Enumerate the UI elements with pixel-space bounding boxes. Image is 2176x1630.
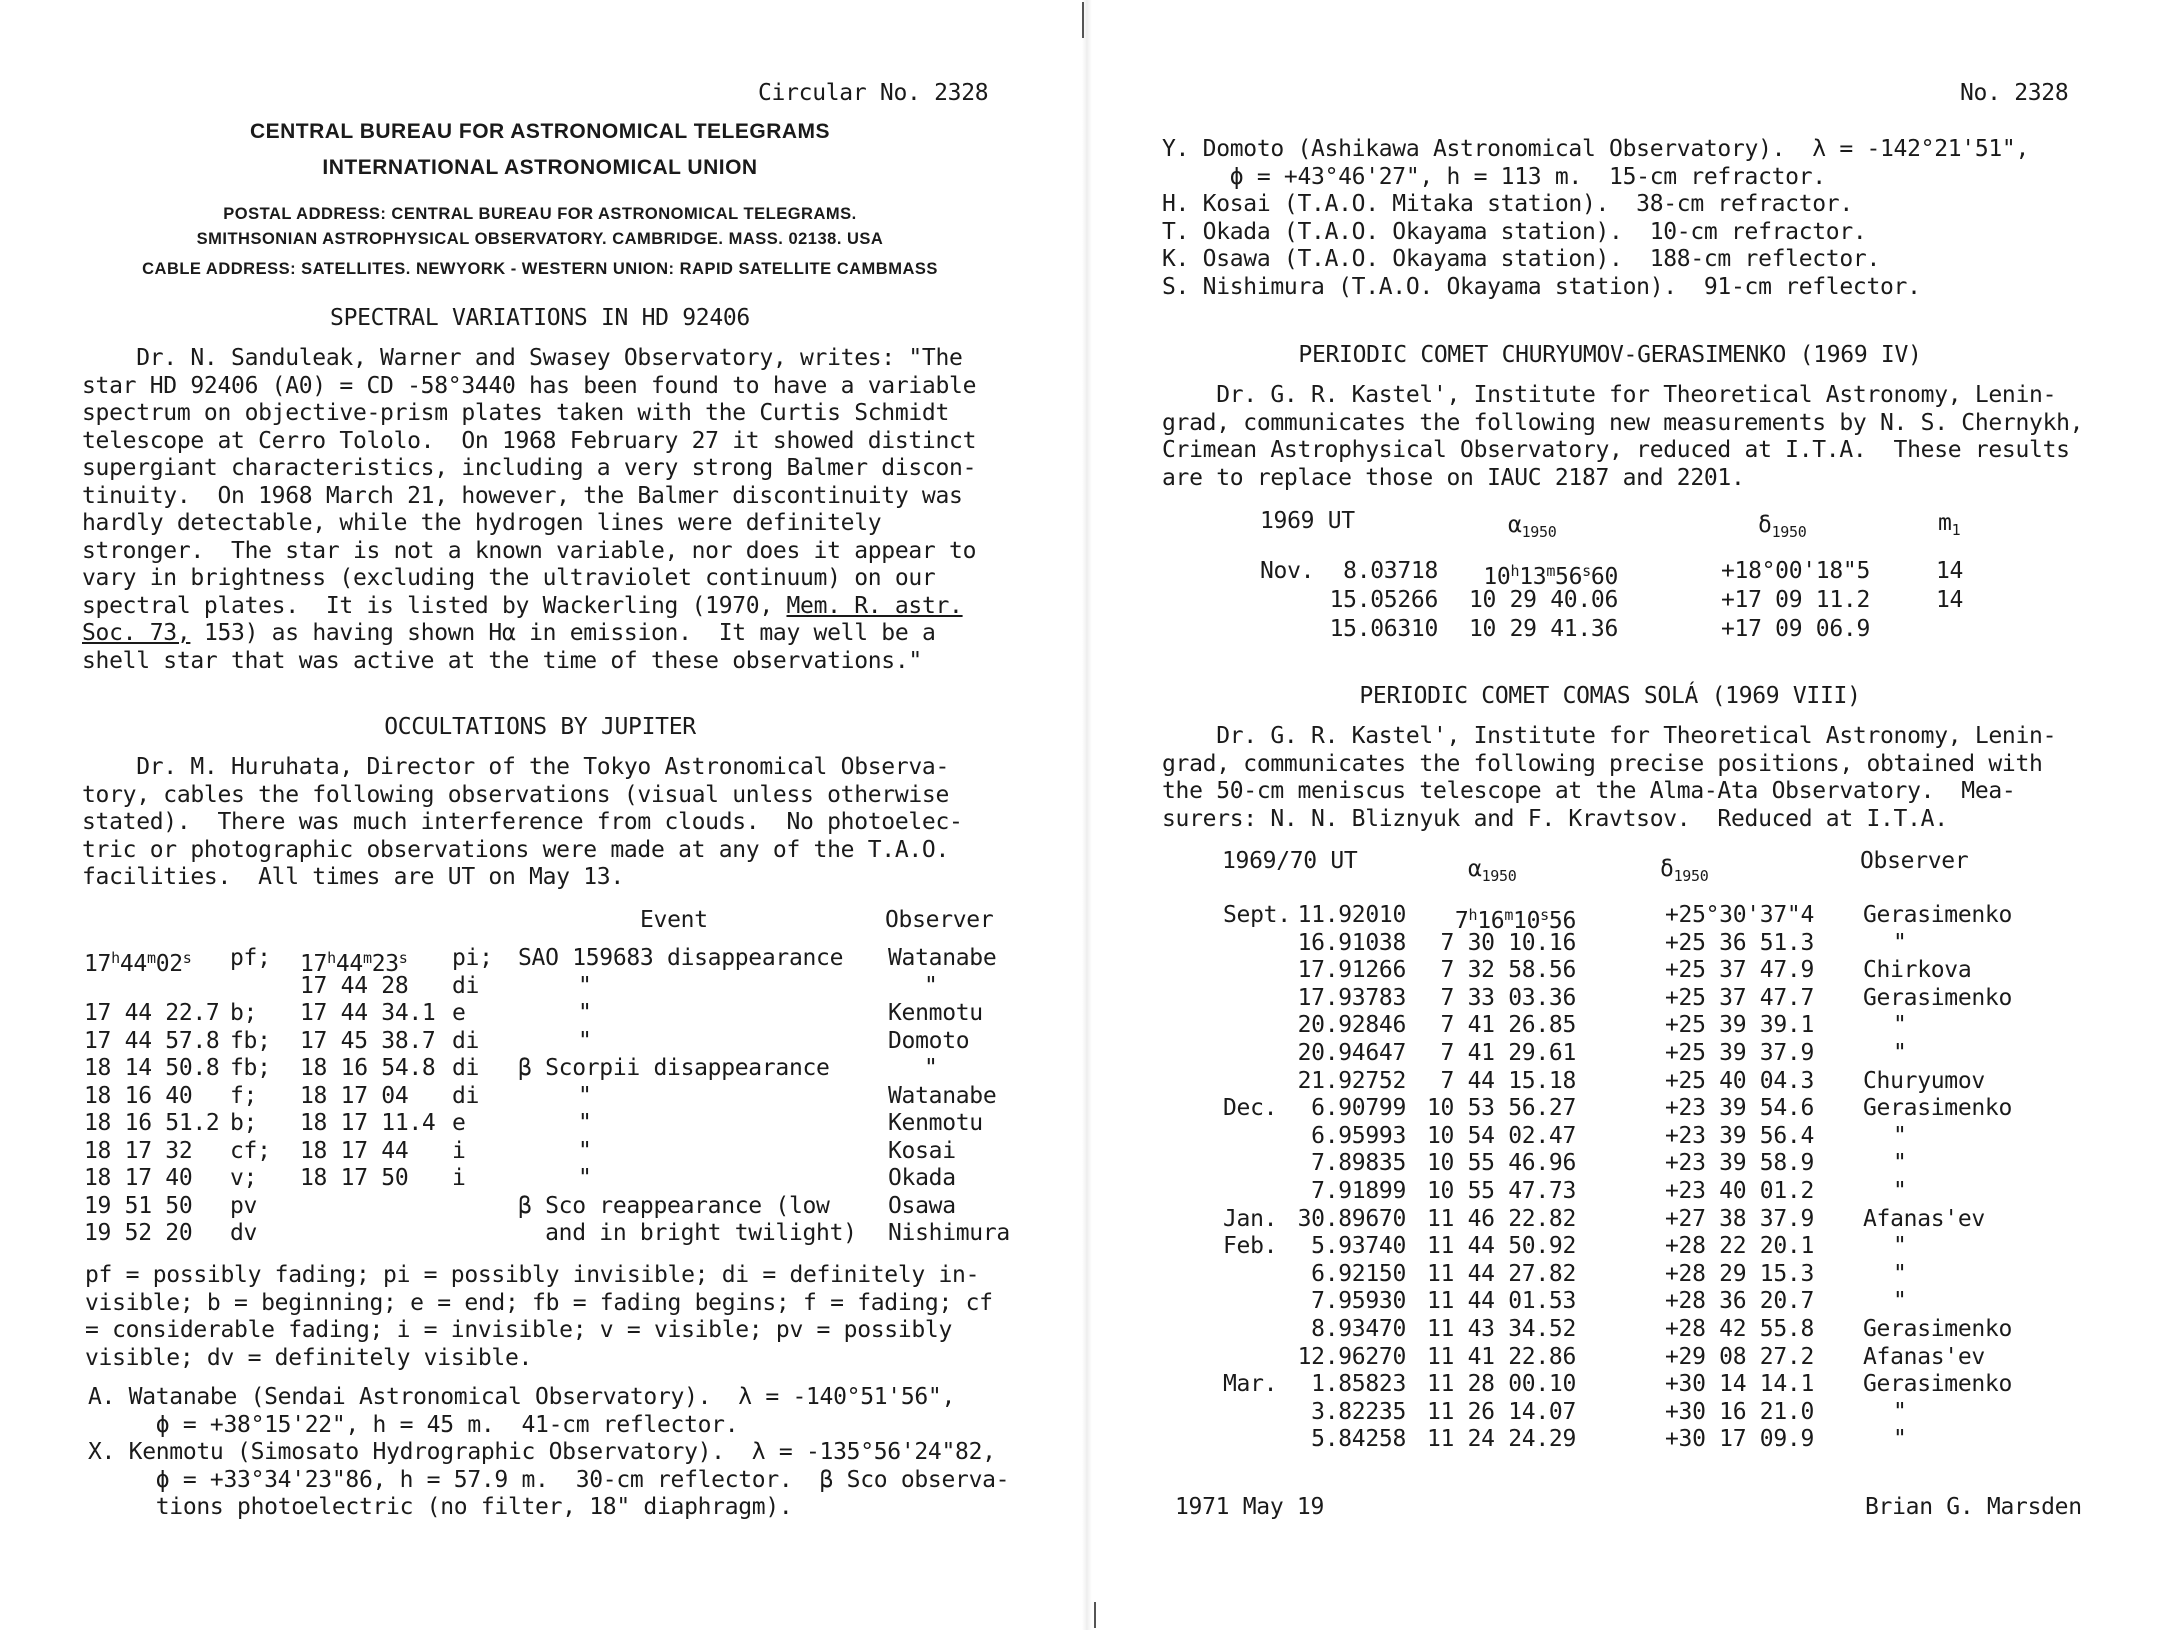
t1-header-mag: $m_1$	[1938, 510, 1961, 539]
paragraph-line: vary in brightness (excluding the ultraviolet continuum) on our	[82, 565, 936, 591]
comas-sola-paragraph	[1162, 723, 2056, 833]
unit-s: s	[398, 949, 408, 967]
observer-line: S. Nishimura (T.A.O. Okayama station). 91-cm reflector.	[1162, 273, 1921, 300]
occ-phase-end: di	[452, 1082, 480, 1109]
occ-phase-start: f;	[230, 1082, 258, 1109]
unit-s: s	[182, 949, 192, 967]
unit-m: m	[362, 949, 372, 967]
section-title-occultations: OCCULTATIONS BY JUPITER	[384, 714, 696, 740]
label-subscript: 1950	[1481, 867, 1517, 885]
label-subscript: 1	[1951, 521, 1961, 539]
paragraph-line: Dr. G. R. Kastel', Institute for Theoretical Astronomy, Lenin-	[1162, 382, 2057, 408]
t2-date: 6.90799	[1311, 1095, 1406, 1122]
t2-observer: "	[1893, 1426, 1907, 1453]
t2-ra: 7 32 58.56	[1440, 957, 1576, 984]
t2-dec: +25°30'37"4	[1664, 902, 1814, 928]
t2-ra: 11 41 22.86	[1426, 1343, 1576, 1370]
postal-address-1: POSTAL ADDRESS: CENTRAL BUREAU FOR ASTRONOMICAL TELEGRAMS.	[223, 205, 857, 223]
t2-observer: "	[1893, 1260, 1907, 1287]
paragraph-line: hardly detectable, while the hydrogen lines were definitely	[82, 510, 882, 536]
legend-line: = considerable fading; i = invisible; v = visible; pv = possibly	[85, 1317, 953, 1343]
occ-observer: Kenmotu	[888, 1000, 983, 1026]
t2-dec: +25 39 39.1	[1664, 1012, 1814, 1039]
t2-dec: +25 37 47.9	[1664, 957, 1814, 984]
occ-phase-end: i	[452, 1137, 466, 1164]
t2-observer: Gerasimenko	[1863, 984, 2013, 1011]
t2-dec: +30 14 14.1	[1664, 1371, 1814, 1398]
occ-phase-end: i	[452, 1165, 466, 1191]
occ-observer: Domoto	[888, 1027, 970, 1054]
occ-time-start: 18 14 50.8	[84, 1055, 220, 1081]
t1-month: Nov.	[1260, 558, 1315, 584]
occ-time-end: 18 17 44	[300, 1137, 409, 1164]
t2-date: 3.82235	[1311, 1398, 1406, 1425]
occ-time-end: 17 45 38.7	[300, 1027, 436, 1054]
paragraph-line: shell star that was active at the time of these observations."	[82, 647, 922, 674]
t2-dec: +30 17 09.9	[1664, 1426, 1814, 1453]
paragraph-line: spectrum on objective-prism plates taken with the Curtis Schmidt	[82, 400, 950, 426]
legend-line: visible; b = beginning; e = end; fb = fading begins; f = fading; cf	[85, 1289, 993, 1316]
t2-date: 5.84258	[1311, 1426, 1406, 1453]
t2-observer: Gerasimenko	[1863, 1095, 2013, 1122]
t2-ra: 10 55 46.96	[1426, 1150, 1576, 1177]
paragraph-line: the 50-cm meniscus telescope at the Alma-Ata Observatory. Mea-	[1162, 778, 2016, 804]
cable-address: CABLE ADDRESS: SATELLITES. NEWYORK - WESTERN UNION: RAPID SATELLITE CAMBMASS	[142, 260, 938, 278]
occ-phase-start: fb;	[230, 1055, 271, 1081]
paragraph-line: telescope at Cerro Tololo. On 1968 February 27 it showed distinct	[82, 427, 977, 454]
unit-h: h	[1510, 562, 1520, 580]
occ-event: "	[578, 972, 592, 999]
t1-dec: +17 09 11.2	[1720, 587, 1870, 613]
observer-list-left	[88, 1384, 1009, 1522]
occ-time-end: 18 17 04	[300, 1082, 409, 1109]
occ-header-observer: Observer	[885, 907, 994, 933]
observer-line: K. Osawa (T.A.O. Okayama station). 188-cm reflector.	[1162, 246, 1881, 272]
occ-event: "	[578, 1165, 592, 1191]
occ-phase-end: e	[452, 1110, 466, 1136]
occ-event: "	[578, 1110, 592, 1136]
t2-ra: 11 43 34.52	[1426, 1316, 1576, 1342]
occ-time-start: 18 16 51.2	[84, 1110, 220, 1136]
t2-observer: Gerasimenko	[1863, 902, 2013, 928]
paragraph-line: stated). There was much interference from clouds. No photoelec-	[82, 809, 963, 835]
t2-observer: "	[1893, 1150, 1907, 1177]
t2-observer: "	[1893, 1178, 1907, 1204]
observer-line: tions photoelectric (no filter, 18" diaphragm).	[88, 1494, 793, 1520]
occ-phase-start: pv	[230, 1192, 258, 1219]
paragraph-line: supergiant characteristics, including a very strong Balmer discon-	[82, 455, 977, 481]
occ-event: "	[578, 1082, 592, 1109]
t2-month: Dec.	[1223, 1095, 1278, 1122]
t1-dec: +17 09 06.9	[1720, 616, 1870, 642]
t2-date: 8.93470	[1311, 1316, 1406, 1342]
t2-observer: "	[1893, 1040, 1907, 1066]
paragraph-line: stronger. The star is not a known variable, nor does it appear to	[82, 537, 977, 564]
t2-ra: 11 24 24.29	[1426, 1426, 1576, 1453]
paragraph-line: Dr. G. R. Kastel', Institute for Theoretical Astronomy, Lenin-	[1162, 723, 2057, 749]
occ-observer: "	[924, 972, 938, 999]
t2-ra: 7 30 10.16	[1440, 929, 1576, 956]
t2-observer: "	[1893, 1233, 1907, 1260]
t2-month: Sept.	[1223, 902, 1291, 928]
t2-dec: +25 37 47.7	[1664, 984, 1814, 1011]
occultation-table	[0, 945, 1090, 1255]
t2-date: 20.94647	[1297, 1040, 1406, 1066]
occ-time-start: 17 44 57.8	[84, 1027, 220, 1054]
t2-date: 1.85823	[1311, 1371, 1406, 1398]
paragraph-line: Crimean Astrophysical Observatory, reduced at I.T.A. These results	[1162, 437, 2070, 463]
unit-h: h	[1468, 906, 1478, 924]
t2-observer: Chirkova	[1863, 957, 1972, 984]
t2-dec: +27 38 37.9	[1664, 1205, 1814, 1232]
t2-header-observer: Observer	[1860, 848, 1969, 874]
observer-list-right	[1162, 136, 2029, 301]
t2-header-ut: 1969/70 UT	[1222, 848, 1358, 874]
paragraph-line: tory, cables the following observations (visual unless otherwise	[82, 781, 950, 808]
t2-observer: Churyumov	[1863, 1067, 1985, 1094]
t2-dec: +30 16 21.0	[1664, 1398, 1814, 1425]
occ-time-start: 19 51 50	[84, 1192, 193, 1219]
occ-phase-end: di	[452, 1027, 480, 1054]
t2-observer: "	[1893, 929, 1907, 956]
t2-dec: +25 39 37.9	[1664, 1040, 1814, 1066]
paragraph-line: grad, communicates the following precise positions, obtained with	[1162, 750, 2043, 777]
unit-h: h	[111, 949, 120, 967]
t2-ra: 7 41 29.61	[1440, 1040, 1576, 1066]
unit-s: s	[1582, 562, 1591, 580]
t2-header-dec: $\delta_{1950}$	[1660, 856, 1709, 885]
t2-date: 7.95930	[1311, 1288, 1406, 1315]
t2-ra: 11 44 01.53	[1426, 1288, 1576, 1315]
t2-date: 21.92752	[1297, 1067, 1406, 1094]
churyumov-table	[1090, 558, 2176, 648]
occ-phase-start: fb;	[230, 1027, 271, 1054]
occ-phase-end: e	[452, 1000, 466, 1026]
occ-time-end: 17$^h$44$^m$23$^s$	[300, 949, 408, 977]
journal-reference: Mem. R. astr.	[786, 592, 963, 619]
t2-observer: "	[1893, 1288, 1907, 1315]
t1-mag: 14	[1936, 587, 1964, 613]
paragraph-line: surers: N. N. Bliznyuk and F. Kravtsov. Reduced at I.T.A.	[1162, 805, 1948, 832]
occultations-paragraph	[82, 754, 963, 892]
t2-ra: 11 44 50.92	[1426, 1233, 1576, 1260]
occ-phase-start: cf;	[230, 1137, 271, 1164]
observer-line: Y. Domoto (Ashikawa Astronomical Observatory). λ = -142°21'51",	[1162, 136, 2030, 162]
occ-time-start: 17 44 22.7	[84, 1000, 220, 1026]
t2-ra: 10 55 47.73	[1426, 1178, 1576, 1204]
t2-observer: Afanas'ev	[1863, 1343, 1985, 1370]
label-subscript: 1950	[1673, 867, 1709, 885]
occ-phase-end: di	[452, 1055, 480, 1081]
t2-dec: +23 39 58.9	[1664, 1150, 1814, 1177]
t2-dec: +28 29 15.3	[1664, 1260, 1814, 1287]
occ-phase-start: v;	[230, 1165, 258, 1191]
t2-dec: +25 40 04.3	[1664, 1067, 1814, 1094]
occ-event: "	[578, 1137, 592, 1164]
t2-date: 17.93783	[1297, 984, 1406, 1011]
t2-month: Feb.	[1223, 1233, 1278, 1260]
t2-observer: "	[1893, 1122, 1907, 1149]
occ-time-end: 17 44 28	[300, 972, 409, 999]
unit-h: h	[327, 949, 336, 967]
occ-time-end: 18 16 54.8	[300, 1055, 436, 1081]
occ-phase-start: b;	[230, 1000, 258, 1026]
t2-ra: 11 44 27.82	[1426, 1260, 1576, 1287]
circular-number: Circular No. 2328	[758, 80, 989, 106]
observer-line: ϕ = +33°34'23"86, h = 57.9 m. 30-cm reflector. β Sco observa-	[88, 1466, 1010, 1493]
unit-m: m	[1504, 906, 1514, 924]
paragraph-line: Soc. 73, 153) as having shown Hα in emission. It may well be a	[82, 620, 936, 646]
occ-phase-start: dv	[230, 1220, 258, 1246]
t2-dec: +25 36 51.3	[1664, 929, 1814, 956]
page-number: No. 2328	[1960, 80, 2069, 106]
t2-date: 7.91899	[1311, 1178, 1406, 1204]
paragraph-line: are to replace those on IAUC 2187 and 2201.	[1162, 464, 1745, 491]
t2-dec: +28 22 20.1	[1664, 1233, 1814, 1260]
section-title-churyumov: PERIODIC COMET CHURYUMOV-GERASIMENKO (1969 IV)	[1298, 342, 1922, 368]
occ-time-start: 18 16 40	[84, 1082, 193, 1109]
t2-ra: 10 53 56.27	[1426, 1095, 1576, 1122]
t2-ra: 7 44 15.18	[1440, 1067, 1576, 1094]
t2-date: 5.93740	[1311, 1233, 1406, 1260]
t2-ra: 11 28 00.10	[1426, 1371, 1576, 1398]
t2-date: 11.92010	[1297, 902, 1406, 928]
t2-dec: +28 42 55.8	[1664, 1316, 1814, 1342]
occ-observer: Watanabe	[888, 945, 997, 971]
section-title-comas-sola: PERIODIC COMET COMAS SOLÁ (1969 VIII)	[1359, 683, 1861, 709]
section-title-spectral: SPECTRAL VARIATIONS IN HD 92406	[330, 305, 750, 331]
occ-time-start: 17$^h$44$^m$02$^s$	[84, 949, 192, 977]
occ-event: β Scorpii disappearance	[518, 1055, 830, 1081]
occ-header-event: Event	[640, 907, 708, 933]
t2-date: 20.92846	[1297, 1012, 1406, 1039]
paragraph-line: tric or photographic observations were made at any of the T.A.O.	[82, 836, 950, 863]
t2-dec: +23 39 54.6	[1664, 1095, 1814, 1122]
occ-event: SAO 159683 disappearance	[518, 945, 844, 971]
observer-line: T. Okada (T.A.O. Okayama station). 10-cm refractor.	[1162, 218, 1867, 245]
occ-observer: Watanabe	[888, 1082, 997, 1109]
t2-date: 16.91038	[1297, 929, 1406, 956]
legend-line: visible; dv = definitely visible.	[85, 1344, 533, 1371]
abbreviation-legend	[85, 1262, 993, 1372]
t1-date: 15.06310	[1329, 616, 1438, 642]
paragraph-line: star HD 92406 (A0) = CD -58°3440 has been found to have a variable	[82, 372, 977, 399]
observer-line: ϕ = +43°46'27", h = 113 m. 15-cm refractor.	[1162, 163, 1826, 190]
occ-event: "	[578, 1027, 592, 1054]
paragraph-line: tinuity. On 1968 March 21, however, the Balmer discontinuity was	[82, 482, 963, 509]
bureau-title: CENTRAL BUREAU FOR ASTRONOMICAL TELEGRAMS	[249, 120, 831, 143]
t1-header-ut: 1969 UT	[1260, 508, 1355, 534]
occ-event: "	[578, 1000, 592, 1026]
paragraph-line: Dr. N. Sanduleak, Warner and Swasey Observatory, writes: "The	[82, 345, 963, 371]
occ-observer: Osawa	[888, 1192, 956, 1219]
t2-date: 30.89670	[1297, 1205, 1406, 1232]
comas-sola-table	[1090, 902, 2176, 1462]
t2-observer: "	[1893, 1398, 1907, 1425]
t1-header-ra: $\alpha_{1950}$	[1508, 512, 1557, 541]
paragraph-line: spectral plates. It is listed by Wackerling (1970, Mem. R. astr.	[82, 592, 963, 619]
observer-line: X. Kenmotu (Simosato Hydrographic Observatory). λ = -135°56'24"82,	[88, 1439, 996, 1465]
occ-time-start: 18 17 32	[84, 1137, 193, 1164]
t2-dec: +29 08 27.2	[1664, 1343, 1814, 1370]
t2-ra: 10 54 02.47	[1426, 1122, 1576, 1149]
t2-dec: +28 36 20.7	[1664, 1288, 1814, 1315]
occ-event: β Sco reappearance (low	[518, 1192, 830, 1219]
occ-event: and in bright twilight)	[518, 1220, 857, 1246]
t1-dec: +18°00'18"5	[1720, 558, 1870, 584]
date-footer: 1971 May 19	[1175, 1494, 1325, 1520]
t1-mag: 14	[1936, 558, 1964, 584]
t1-header-dec: $\delta_{1950}$	[1758, 512, 1807, 541]
t1-date: 8.03718	[1343, 558, 1438, 584]
occ-phase-end: pi;	[452, 945, 493, 971]
unit-s: s	[1540, 906, 1549, 924]
occ-time-start: 19 52 20	[84, 1220, 193, 1246]
t2-ra: 7 41 26.85	[1440, 1012, 1576, 1039]
unit-m: m	[146, 949, 156, 967]
churyumov-paragraph	[1162, 382, 2083, 492]
t2-date: 7.89835	[1311, 1150, 1406, 1177]
t2-ra: 11 46 22.82	[1426, 1205, 1576, 1232]
t2-ra: 7$^h$16$^m$10$^s$56	[1454, 906, 1576, 934]
signature: Brian G. Marsden	[1865, 1494, 2082, 1520]
legend-line: pf = possibly fading; pi = possibly invisible; di = definitely in-	[85, 1262, 980, 1288]
t2-dec: +23 40 01.2	[1664, 1178, 1814, 1204]
t2-observer: "	[1893, 1012, 1907, 1039]
observer-line: ϕ = +38°15'22", h = 45 m. 41-cm reflector.	[88, 1411, 739, 1438]
observer-line: A. Watanabe (Sendai Astronomical Observatory). λ = -140°51'56",	[88, 1384, 956, 1410]
union-title: INTERNATIONAL ASTRONOMICAL UNION	[322, 156, 758, 179]
t1-ra: 10 29 40.06	[1468, 587, 1618, 613]
paragraph-line: grad, communicates the following new measurements by N. S. Chernykh,	[1162, 409, 2084, 436]
t1-date: 15.05266	[1329, 587, 1438, 613]
t2-observer: Gerasimenko	[1863, 1316, 2013, 1342]
t2-ra: 11 26 14.07	[1426, 1398, 1576, 1425]
occ-phase-start: b;	[230, 1110, 258, 1136]
occ-observer: "	[924, 1055, 938, 1081]
t2-month: Jan.	[1223, 1205, 1278, 1232]
t1-ra: 10$^h$13$^m$56$^s$60	[1483, 562, 1618, 590]
t2-date: 6.95993	[1311, 1122, 1406, 1149]
paragraph-line: Dr. M. Huruhata, Director of the Tokyo Astronomical Observa-	[82, 754, 950, 780]
t2-header-ra: $\alpha_{1950}$	[1468, 856, 1517, 885]
occ-time-end: 17 44 34.1	[300, 1000, 436, 1026]
occ-observer: Okada	[888, 1165, 956, 1191]
t2-month: Mar.	[1223, 1371, 1278, 1398]
t2-observer: Afanas'ev	[1863, 1205, 1985, 1232]
occ-time-end: 18 17 11.4	[300, 1110, 436, 1136]
occ-observer: Nishimura	[888, 1220, 1010, 1246]
t2-dec: +23 39 56.4	[1664, 1122, 1814, 1149]
t1-ra: 10 29 41.36	[1468, 616, 1618, 642]
occ-time-start: 18 17 40	[84, 1165, 193, 1191]
occ-observer: Kosai	[888, 1137, 956, 1164]
label-subscript: 1950	[1771, 523, 1807, 541]
occ-phase-end: di	[452, 972, 480, 999]
journal-reference: Soc. 73,	[82, 620, 191, 646]
unit-m: m	[1546, 562, 1556, 580]
occ-phase-start: pf;	[230, 945, 271, 971]
occ-time-end: 18 17 50	[300, 1165, 409, 1191]
t2-ra: 7 33 03.36	[1440, 984, 1576, 1011]
spectral-paragraph	[82, 345, 976, 675]
occ-observer: Kenmotu	[888, 1110, 983, 1136]
postal-address-2: SMITHSONIAN ASTROPHYSICAL OBSERVATORY. CAMBRIDGE. MASS. 02138. USA	[196, 230, 884, 248]
paragraph-line: facilities. All times are UT on May 13.	[82, 864, 624, 890]
label-subscript: 1950	[1521, 523, 1557, 541]
t2-observer: Gerasimenko	[1863, 1371, 2013, 1398]
observer-line: H. Kosai (T.A.O. Mitaka station). 38-cm refractor.	[1162, 191, 1853, 217]
t2-date: 17.91266	[1297, 957, 1406, 984]
t2-date: 12.96270	[1297, 1343, 1406, 1370]
t2-date: 6.92150	[1311, 1260, 1406, 1287]
right-page	[1090, 0, 2176, 1630]
